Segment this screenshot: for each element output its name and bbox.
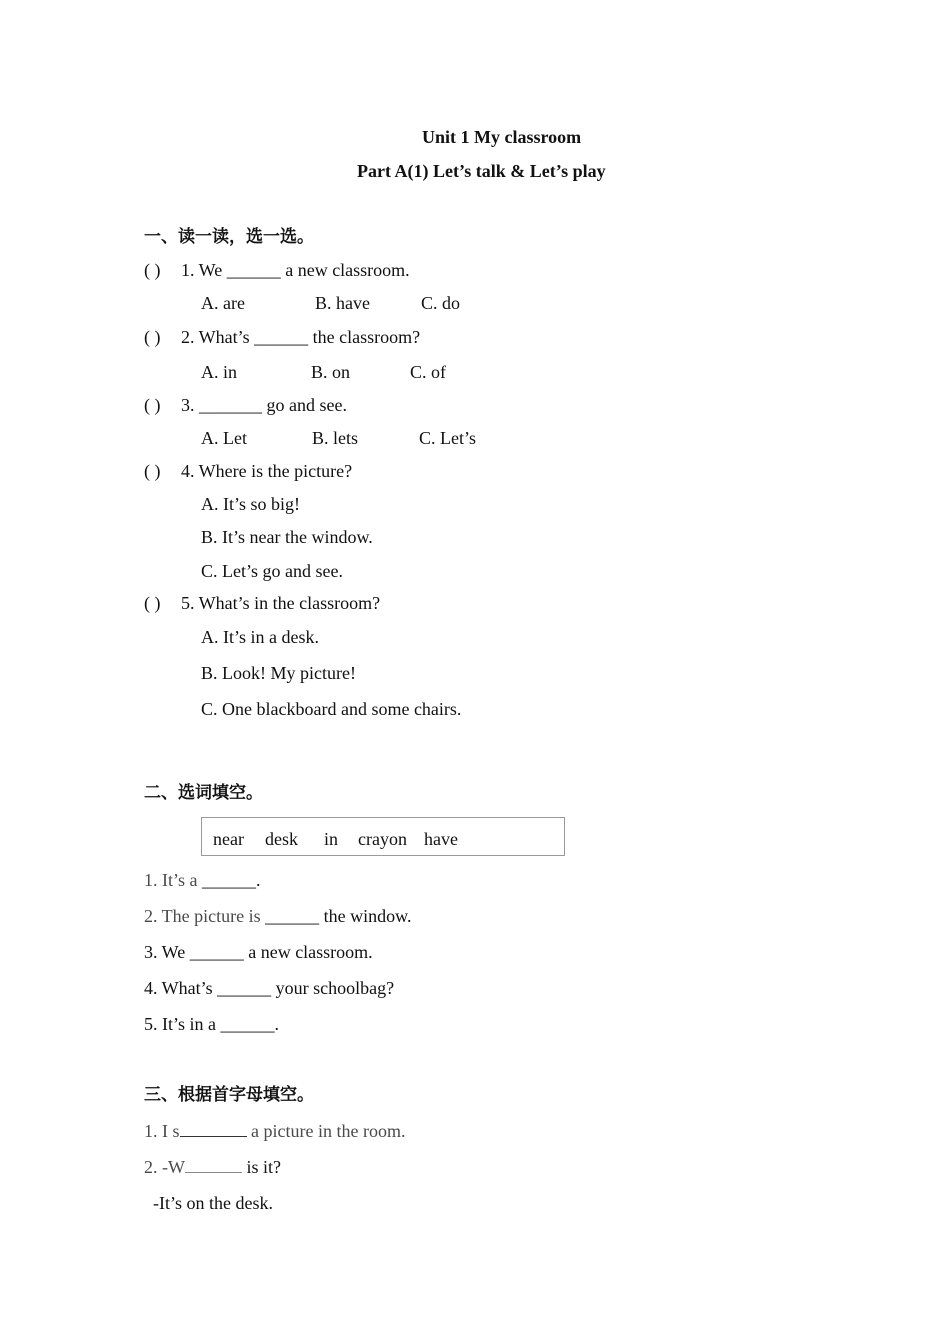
answer-bracket: ( ) xyxy=(144,593,161,613)
answer-blank: ______ xyxy=(265,906,320,926)
part-title: Part A(1) Let’s talk & Let’s play xyxy=(357,161,606,181)
fill-item-5: 5. It’s in a ______. xyxy=(144,1014,279,1034)
question-text: 5. What’s in the classroom? xyxy=(181,593,381,613)
word-bank-word: near xyxy=(213,829,244,849)
answer-bracket: ( ) xyxy=(144,461,161,481)
unit-title: Unit 1 My classroom xyxy=(422,127,582,147)
section2-heading: 二、选词填空。 xyxy=(144,783,263,803)
question-text: 4. Where is the picture? xyxy=(181,461,353,481)
question-text: 2. What’s ______ the classroom? xyxy=(181,327,421,347)
answer-blank: ______ xyxy=(217,978,272,998)
fill-item-2: 2. The picture is ______ the window. xyxy=(144,906,412,926)
option-b: B. Look! My picture! xyxy=(201,663,356,683)
fill-item-1: 1. It’s a ______. xyxy=(144,870,261,890)
option-b: B. on xyxy=(311,362,351,382)
option-c: C. One blackboard and some chairs. xyxy=(201,699,462,719)
option-b: B. lets xyxy=(312,428,359,448)
fill-item-4: 4. What’s ______ your schoolbag? xyxy=(144,978,395,998)
answer-line-text: -It’s on the desk. xyxy=(153,1193,273,1213)
option-b: B. It’s near the window. xyxy=(201,527,373,547)
initial-fill-item-1: 1. I s a picture in the room. xyxy=(144,1121,406,1141)
word-bank-word: have xyxy=(424,829,458,849)
word-bank-word: in xyxy=(324,829,339,849)
option-a: A. are xyxy=(201,293,245,313)
option-a: A. It’s in a desk. xyxy=(201,627,319,647)
answer-bracket: ( ) xyxy=(144,395,161,415)
option-a: A. Let xyxy=(201,428,247,448)
answer-bracket: ( ) xyxy=(144,260,161,280)
answer-bracket: ( ) xyxy=(144,327,161,347)
section1-heading: 一、读一读，选一选。 xyxy=(144,227,314,247)
initial-fill-item-2: 2. -W is it? xyxy=(144,1157,281,1177)
question-text: 3. _______ go and see. xyxy=(181,395,347,415)
option-c: C. Let’s xyxy=(419,428,476,448)
answer-blank: ______ xyxy=(202,870,256,890)
word-bank-box xyxy=(201,817,565,856)
word-bank-word: desk xyxy=(265,829,298,849)
word-bank-word: crayon xyxy=(358,829,407,849)
option-b: B. have xyxy=(315,293,370,313)
answer-blank: ______ xyxy=(189,942,244,962)
answer-blank: ______ xyxy=(220,1014,275,1034)
option-a: A. It’s so big! xyxy=(201,494,300,514)
answer-line xyxy=(185,1171,242,1173)
option-a: A. in xyxy=(201,362,237,382)
answer-line xyxy=(180,1135,247,1137)
option-c: C. of xyxy=(410,362,446,382)
option-c: C. Let’s go and see. xyxy=(201,561,343,581)
question-text: 1. We ______ a new classroom. xyxy=(181,260,410,280)
section3-heading: 三、根据首字母填空。 xyxy=(144,1085,314,1105)
option-c: C. do xyxy=(421,293,461,313)
fill-item-3: 3. We ______ a new classroom. xyxy=(144,942,373,962)
